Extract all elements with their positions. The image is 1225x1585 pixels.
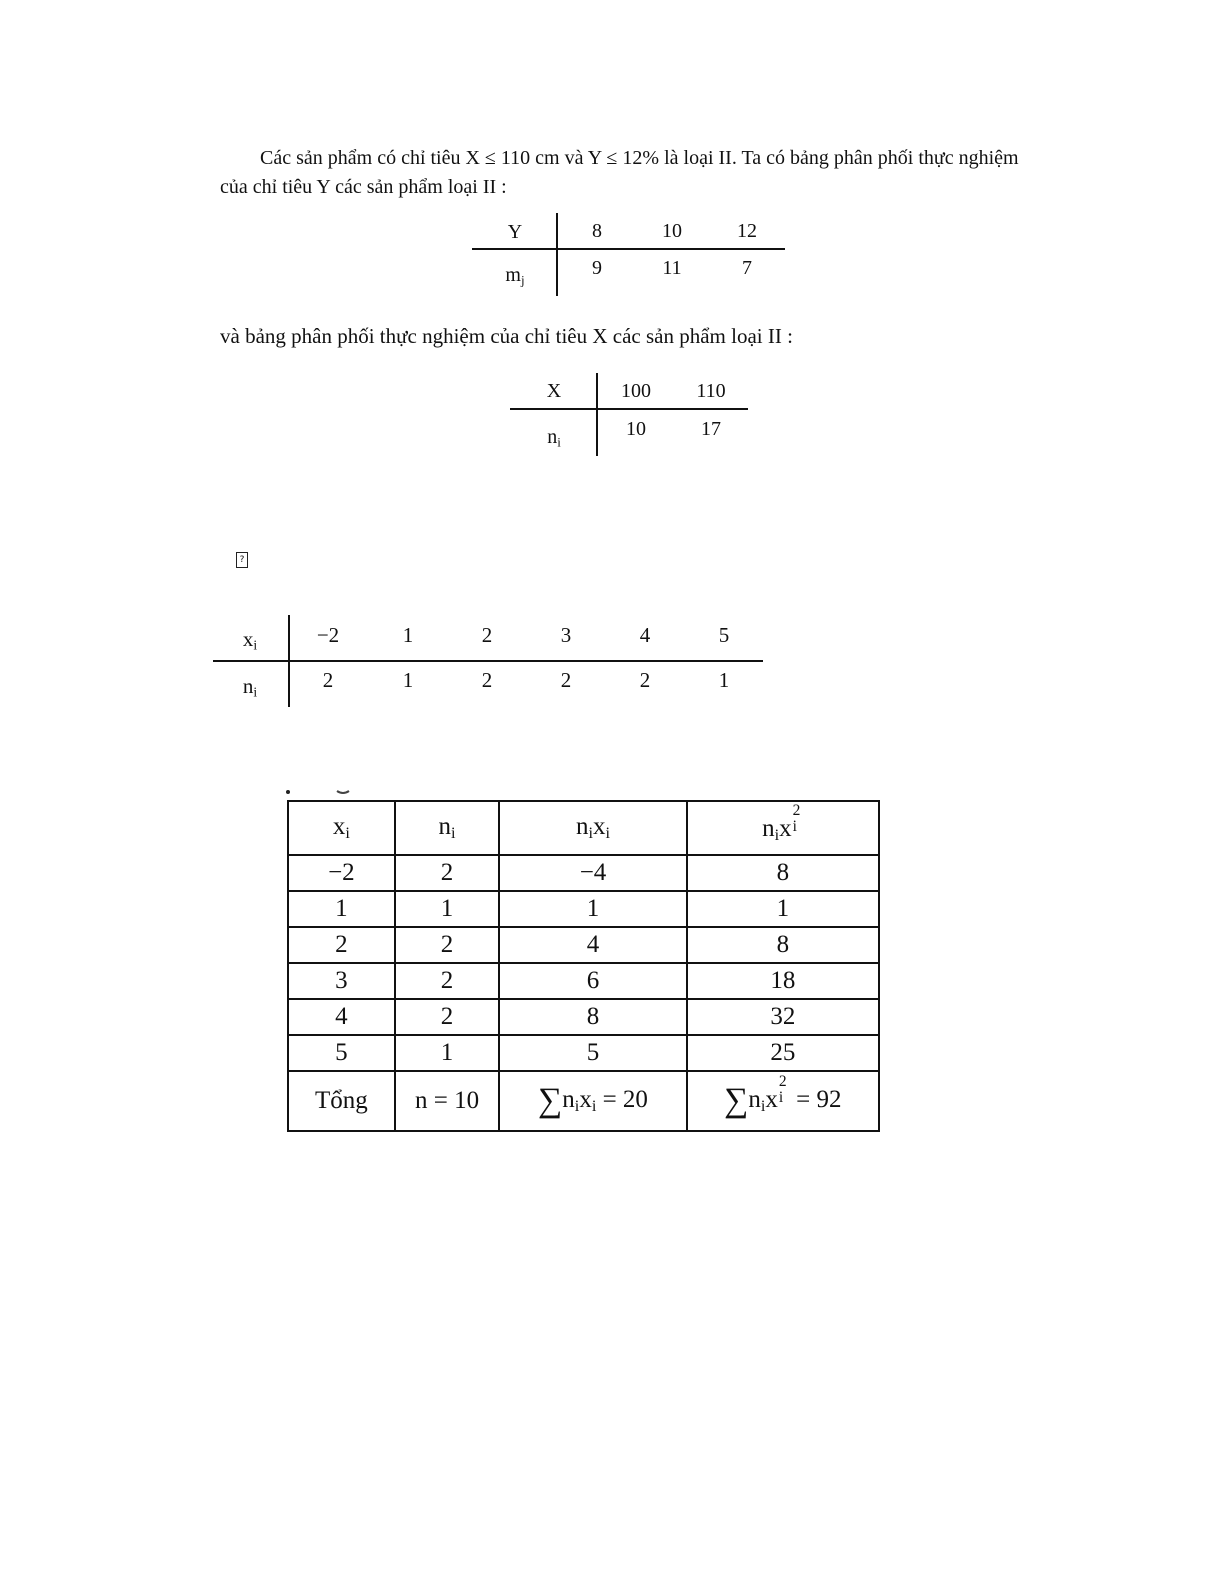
cell-xi: 1 xyxy=(288,891,395,927)
y-count: 11 xyxy=(662,257,682,279)
xi-value: −2 xyxy=(316,623,340,647)
xi-value: 1 xyxy=(402,623,414,647)
y-count: 7 xyxy=(742,257,752,279)
cell-xi: 4 xyxy=(288,999,395,1035)
xi-value: 2 xyxy=(481,623,493,647)
xi-count: 2 xyxy=(322,668,334,692)
cell-nixi: 1 xyxy=(499,891,686,927)
xi-count: 2 xyxy=(481,668,493,692)
sum-symbol: ∑ xyxy=(538,1082,563,1119)
total-sum-nixi: $\sum n_ix_i = 20$ xyxy=(499,1071,686,1131)
cell-nixi2: 1 xyxy=(687,891,879,927)
x-count: 17 xyxy=(701,418,721,440)
y-value: 8 xyxy=(592,220,602,242)
cell-ni: 2 xyxy=(395,963,500,999)
x-distribution-table xyxy=(510,373,750,458)
cell-nixi: 8 xyxy=(499,999,686,1035)
cell-nixi2: 8 xyxy=(687,927,879,963)
xi-count: 2 xyxy=(639,668,651,692)
table-total-row xyxy=(288,1071,879,1131)
header-xi: $x_i$ xyxy=(288,801,395,855)
total-n: n = 10 xyxy=(395,1071,500,1131)
table-row xyxy=(288,1035,879,1071)
table-horizontal-rule xyxy=(510,408,748,410)
cell-nixi: 4 xyxy=(499,927,686,963)
cell-xi: −2 xyxy=(288,855,395,891)
table-row xyxy=(288,891,879,927)
cell-ni: 2 xyxy=(395,927,500,963)
y-value: 10 xyxy=(662,220,682,242)
row-label-xi: $x_i$ xyxy=(242,627,258,653)
xi-value: 5 xyxy=(718,623,730,647)
xi-count: 2 xyxy=(560,668,572,692)
table-row xyxy=(288,999,879,1035)
table-header-row xyxy=(288,801,879,855)
y-value: 12 xyxy=(737,220,757,242)
table-row xyxy=(288,927,879,963)
cell-xi: 5 xyxy=(288,1035,395,1071)
calculation-table xyxy=(287,800,880,1132)
total-sum-nixi2: $\sum n_ix$ 2 i = 92 xyxy=(687,1071,879,1131)
cell-ni: 2 xyxy=(395,999,500,1035)
header-nixi-squared: $n_ix$ 2 i xyxy=(687,801,879,855)
xi-count: 1 xyxy=(718,668,730,692)
missing-glyph-icon: ? xyxy=(236,552,248,568)
row-label-mj: $m_j$ xyxy=(505,264,525,288)
total-label: Tổng xyxy=(288,1071,395,1131)
cell-xi: 3 xyxy=(288,963,395,999)
row-label-ni: $n_i$ xyxy=(547,426,561,450)
table-row xyxy=(288,963,879,999)
cell-ni: 2 xyxy=(395,855,500,891)
cell-nixi: 6 xyxy=(499,963,686,999)
cell-nixi2: 25 xyxy=(687,1035,879,1071)
table-horizontal-rule xyxy=(213,660,763,662)
x-value: 110 xyxy=(696,380,726,402)
table-vertical-rule xyxy=(556,213,558,296)
sum-symbol: ∑ xyxy=(724,1082,749,1119)
header-ni: $n_i$ xyxy=(395,801,500,855)
y-distribution-table xyxy=(472,213,787,298)
cell-nixi2: 18 xyxy=(687,963,879,999)
xi-value: 4 xyxy=(639,623,651,647)
cell-nixi2: 32 xyxy=(687,999,879,1035)
row-label-x: X xyxy=(546,380,562,402)
cell-ni: 1 xyxy=(395,891,500,927)
cell-nixi2: 8 xyxy=(687,855,879,891)
intro-paragraph-2: và bảng phân phối thực nghiệm của chỉ tiêu X các sản phẩm loại II : xyxy=(220,324,793,348)
table-row xyxy=(288,855,879,891)
xi-count: 1 xyxy=(402,668,414,692)
cell-ni: 1 xyxy=(395,1035,500,1071)
row-label-y: Y xyxy=(507,221,523,243)
x-count: 10 xyxy=(626,418,646,440)
header-nixi: $n_ix_i$ xyxy=(499,801,686,855)
intro-paragraph: Các sản phẩm có chỉ tiêu X ≤ 110 cm và Y ≤ 12% là loại II. Ta có bảng phân phối thực nghiệm của chỉ tiêu Y các sản phẩm loại II : xyxy=(220,147,1019,198)
x-value: 100 xyxy=(621,380,651,402)
cell-nixi: −4 xyxy=(499,855,686,891)
table-horizontal-rule xyxy=(472,248,785,250)
row-label-ni: $n_i$ xyxy=(242,674,258,700)
scan-artifact-mark xyxy=(285,789,355,795)
cell-nixi: 5 xyxy=(499,1035,686,1071)
table-vertical-rule xyxy=(596,373,598,456)
cell-xi: 2 xyxy=(288,927,395,963)
xi-value: 3 xyxy=(560,623,572,647)
y-count: 9 xyxy=(592,257,602,279)
xi-distribution-table xyxy=(213,615,765,708)
